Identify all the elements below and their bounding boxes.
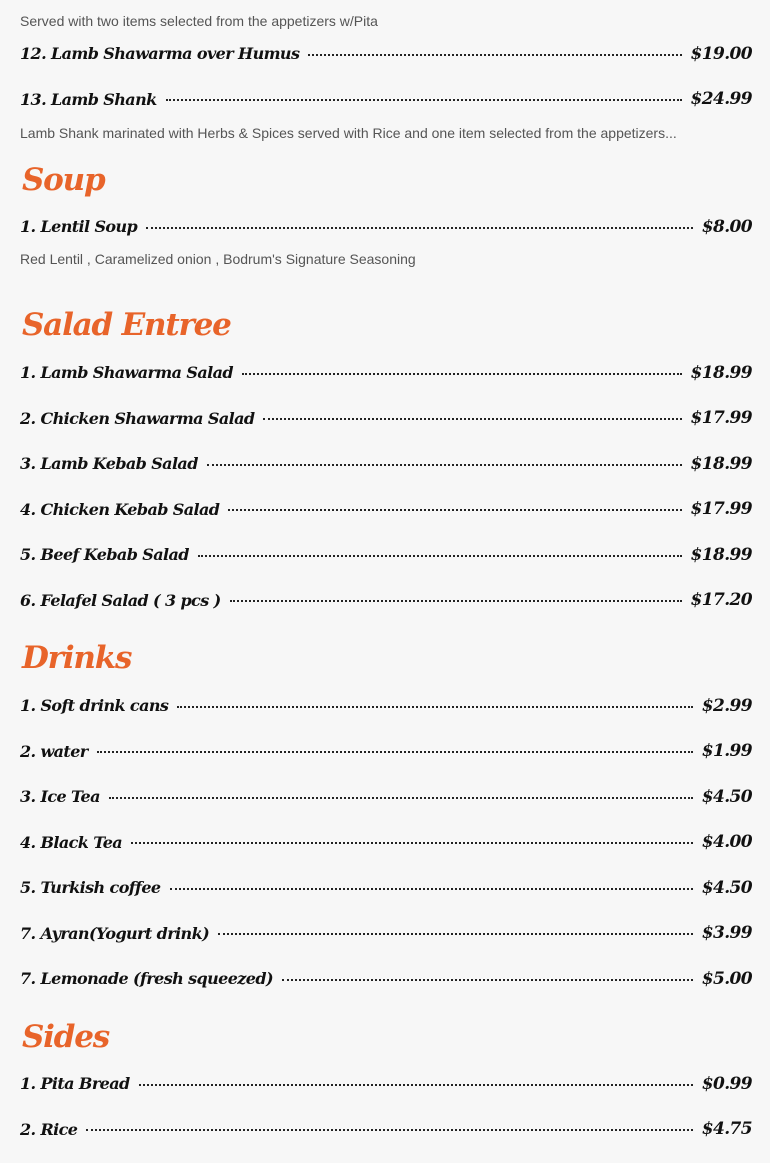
item-price: $2.99 [701,695,752,716]
dot-leader [207,464,682,466]
dot-leader [97,751,693,753]
item-description: Lamb Shank marinated with Herbs & Spices served with Rice and one item selected from the appetizers... [20,125,677,141]
menu-item[interactable] [20,578,752,624]
dot-leader [282,979,693,981]
section-title-sides: Sides [22,1019,110,1055]
item-name: 1. Soft drink cans [20,696,169,716]
item-name: 1. Pita Bread [20,1074,130,1094]
drinks-list [20,683,752,1002]
menu-item[interactable] [20,820,752,866]
menu-item[interactable] [20,1061,752,1107]
item-name: 1. Lentil Soup [20,217,138,237]
item-name: 4. Black Tea [20,832,123,852]
dot-leader [86,1129,692,1131]
menu-item[interactable] [20,77,752,123]
soup-list [20,204,752,250]
item-name: 3. Ice Tea [20,787,100,807]
item-price: $17.99 [690,408,752,429]
dot-leader [263,418,681,420]
item-price: $0.99 [701,1073,752,1094]
dot-leader [230,600,682,602]
item-description: Red Lentil , Caramelized onion , Bodrum's Signature Seasoning [20,251,416,267]
item-name: 7. Ayran(Yogurt drink) [20,923,210,943]
menu-item[interactable] [20,956,752,1002]
dot-leader [146,227,693,229]
dot-leader [109,797,693,799]
dot-leader [131,842,693,844]
menu-item[interactable] [20,31,752,77]
item-price: $4.00 [701,832,752,853]
menu-item[interactable] [20,532,752,578]
item-description: Served with two items selected from the appetizers w/Pita [20,13,378,29]
menu-item[interactable] [20,683,752,729]
item-price: $4.50 [701,786,752,807]
item-price: $3.99 [701,923,752,944]
item-price: $24.99 [690,89,752,110]
menu-item[interactable] [20,729,752,775]
mains-list [20,31,752,122]
menu-item[interactable] [20,865,752,911]
dot-leader [177,706,692,708]
section-title-drinks: Drinks [22,640,132,676]
item-name: 2. Rice [20,1119,78,1139]
item-price: $17.99 [690,499,752,520]
item-name: 5. Turkish coffee [20,878,161,898]
sides-list [20,1061,752,1152]
dot-leader [218,933,693,935]
menu-item[interactable] [20,396,752,442]
item-name: 12. Lamb Shawarma over Humus [20,44,300,64]
menu-item[interactable] [20,911,752,957]
item-price: $1.99 [701,741,752,762]
dot-leader [166,99,682,101]
item-price: $4.50 [701,877,752,898]
menu-item[interactable] [20,487,752,533]
item-price: $18.99 [690,453,752,474]
dot-leader [170,888,693,890]
dot-leader [242,373,682,375]
menu-item[interactable] [20,774,752,820]
item-price: $4.75 [701,1119,752,1140]
dot-leader [198,555,682,557]
item-price: $18.99 [690,544,752,565]
menu-item[interactable] [20,441,752,487]
item-name: 13. Lamb Shank [20,89,157,109]
item-price: $19.00 [690,43,752,64]
item-price: $17.20 [690,590,752,611]
dot-leader [308,54,681,56]
section-title-soup: Soup [22,162,105,198]
menu-item[interactable] [20,350,752,396]
item-name: 3. Lamb Kebab Salad [20,454,198,474]
salad-list [20,350,752,623]
item-name: 4. Chicken Kebab Salad [20,499,220,519]
item-price: $5.00 [701,968,752,989]
item-name: 2. water [20,741,88,761]
menu-item[interactable] [20,1107,752,1153]
menu-item[interactable] [20,204,752,250]
item-name: 2. Chicken Shawarma Salad [20,408,255,428]
item-name: 7. Lemonade (fresh squeezed) [20,969,273,989]
dot-leader [228,509,681,511]
item-price: $18.99 [690,362,752,383]
section-title-salad: Salad Entree [22,307,231,343]
item-price: $8.00 [701,216,752,237]
item-name: 6. Felafel Salad ( 3 pcs ) [20,590,221,610]
item-name: 5. Beef Kebab Salad [20,545,189,565]
dot-leader [139,1084,693,1086]
item-name: 1. Lamb Shawarma Salad [20,363,233,383]
